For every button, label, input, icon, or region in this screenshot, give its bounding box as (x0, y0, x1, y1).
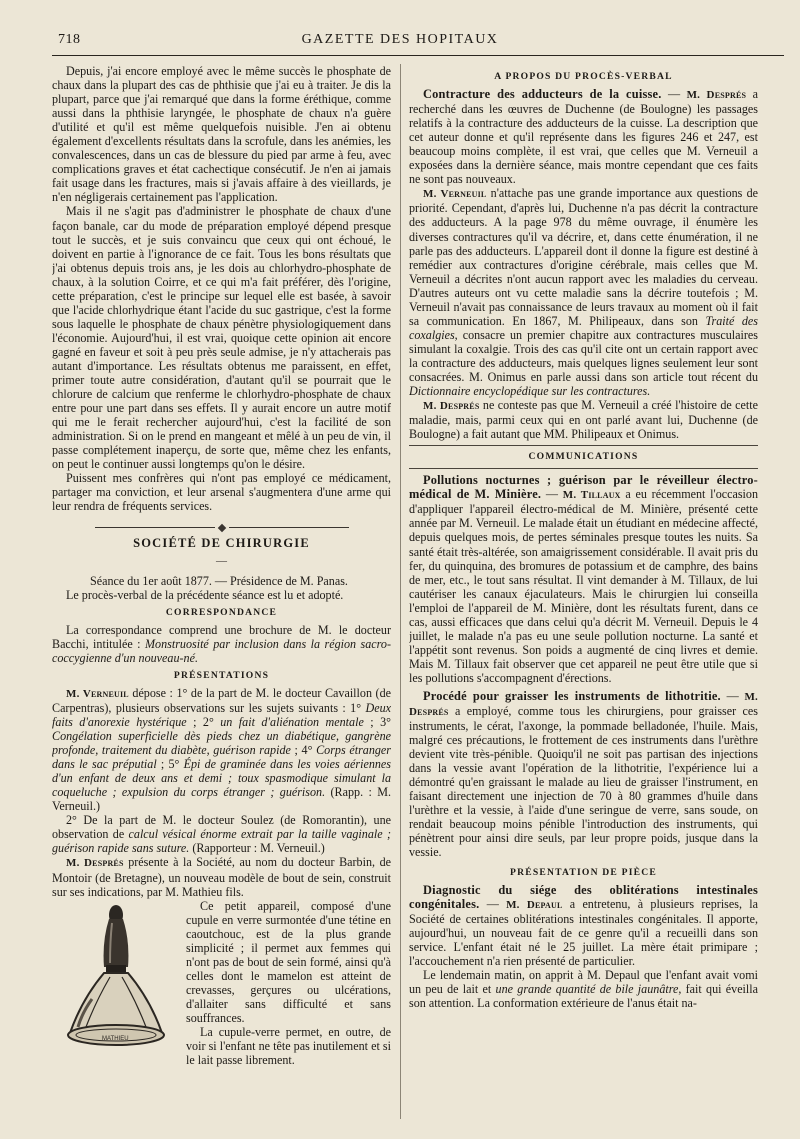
rubric-title: Contracture des adducteurs de la cuisse. (423, 87, 662, 102)
speaker-name: M. Després (686, 89, 747, 102)
pollutions-paragraph: Pollutions nocturnes ; guérison par le réveilleur électro-médical de M. Minière. — M. Tillaux a eu récemment l'occasion d'appliquer l'appareil électro-médical de M. Minière, présenté cette année par M. Verneuil. Le malade était un étudiant en médecine affecté, depuis quelques mois, de pertes séminales presque toutes les nuits. Sa santé était très-altérée, son amaigrissement considérable. Il avait pris du fer, du quinquina, des bromures de potassium et de camphre, des bains de mer, etc., le tout sans résultat. Il vint demander à M. Tillaux, de lui cautériser les canaux éjaculateurs. Mais le chirurgien lui conseilla l'emploi de l'appareil de M. Minière, dont les résultats furent, dans ce cas, aussi efficaces que dans celui qu'a décrit M. Verneuil. Depuis le 4 juillet, le malade n'a pas eu une seule pollution nocturne. La santé et l'appétit sont revenus. Son poids a augmenté de cinq livres et demie. Mais M. Tillaux fait observer que cet appareil ne peut être utile que si les pollutions s'accompagnent d'érections. (409, 473, 758, 685)
society-title: SOCIÉTÉ DE CHIRURGIE (133, 535, 310, 550)
figure-maker-label: MATHIEU (102, 1035, 129, 1042)
text-run: Le lendemain matin, on apprit à M. Depaul que l'enfant avait vomi un peu de lait et (409, 967, 758, 996)
paragraph: Mais il ne s'agit pas d'administrer le phosphate de chaux d'une façon banale, car du mode de préparation employé dépend presque tout le succès, et je suis convaincu que ceux qui ont échoué, le doivent en partie à l'ignorance de ce fait. Tous les bons résultats que j'ai obtenus depuis trois ans, je les dois au chlorhydro-phosphate de chaux, à la solution Coirre, et ce qui m'a fait préférer, dès l'origine, cette préparation, c'est le principe sur lequel elle est basée, à savoir que l'acide chlorhydrique étant l'acide du suc gastrique, c'est la forme sous laquelle le phosphate de chaux pénètre physiologiquement dans l'économie. Aujourd'hui, il est vrai, quoique cette opinion ait encore gagné en faveur et soit à peu près seule admise, je n'y attacherais pas autant d'importance. Les résultats obtenus me paraissent, en effet, primer toute autre considération, d'autant qu'il se pourrait que le chlorure de calcium que renferme le chlorhydro-phosphate de chaux entre pour une part dans ses effets. Il y aurait encore un autre motif qui me le ferait rechercher aujourd'hui, c'est la facilité de son administration. Si on le prend en mangeant et mêlé à un peu de vin, il passe complétement inaperçu, de sorte que, même chez les enfants, on peut le continuer aussi longtemps qu'on le désire. (52, 204, 391, 472)
text-run: a employé, comme tous les chirurgiens, pour graisser ces instruments, le cérat, l'axonge, la pommade belladonée, l'huile. Mais, malgré ces précautions, le frottement de ces instruments dans l'urèthre devient vite très-pénible. Quoiqu'il ne soit pas partisan des injections dans la vessie avant l'opération de la lithotritie, l'expérience lui a démontré qu'en graissant le malade au lieu de graisser l'instrument, en faisant directement une injection de 70 à 80 grammes d'huile dans l'urèthre et la vessie, à l'aide d'une seringue de verre, sans soude, on rendait beaucoup moins pénible l'introduction des instruments, qui pénètrent pour ainsi dire seuls, par leur propre poids, jusque dans la vessie. (409, 704, 758, 860)
text-run: ; 5° (156, 757, 184, 772)
paragraph: Depuis, j'ai encore employé avec le même succès le phosphate de chaux dans la plupart des cas de phthisie que j'ai eu à traiter. Je dis la plupart, parce que j'ai remarqué que dans la forme éréthique, comme aussi dans la phthisie laryngée, le phosphate de chaux n'a guère d'utilité et qu'il est même quelquefois nuisible. J'en ai obtenu également d'excellents résultats dans la scrofule, dans les anémies, les convalescences, dans un cas de blessure du pied par arme à feu, avec complications graves et état cachectique consécutif. Je n'en ai jamais fait usage dans les fractures, mais si j'avais affaire à des vieillards, je n'en négligerais certainement pas l'application. (52, 64, 391, 205)
soulez-paragraph (52, 813, 391, 855)
rubric-title: Procédé pour graisser les instruments de lithotritie. (423, 688, 721, 703)
text-run: 2° De la part de M. le docteur Soulez (de Romorantin), une observation de (52, 813, 391, 842)
rubric-title: Diagnostic du siége des oblitérations intestinales congénitales. (409, 882, 758, 911)
contracture-paragraph: Contracture des adducteurs de la cuisse. — M. Després a recherché dans les œuvres de Duchenne (de Boulogne) les passages relatifs à la contracture des adducteurs de la cuisse. La description que cet auteur donne et qu'il représente dans les figures 246 et 247, est beaucoup moins complète, il est vrai, que celles que M. Verneuil a exposées dans la dernière séance, mais montre cependant que ces faits ne sont pas nouveaux. (409, 87, 758, 187)
speaker-name: M. Verneuil (66, 687, 129, 700)
dash-separator: — (216, 554, 227, 567)
italic-title: Monstruosité par inclusion dans la région sacro-coccygienne d'un nouveau-né. (52, 636, 391, 665)
correspondance-heading: CORRESPONDANCE (165, 606, 278, 618)
italic-run: Traité des coxalgies (409, 313, 758, 342)
text-run: ; 2° (186, 715, 221, 730)
italic-run: Congélation superficielle dès pieds chez un diabétique, gangrène profonde, traitement du diabète, guérison rapide (52, 729, 391, 758)
communications-heading: COMMUNICATIONS (528, 451, 639, 463)
text-run: , fait qui éveilla son attention. La conformation extérieure de l'anus était na- (409, 981, 758, 1010)
diagnostic-paragraph: Diagnostic du siége des oblitérations intestinales congénitales. — M. Depaul a entretenu, à plusieurs reprises, la Société de certaines oblitérations intestinales congénitales. Il apporte, aujourd'hui, un nouveau fait de ce genre qu'il a recueilli dans son service. L'enfant était né le 25 juillet. La mère était primipare ; l'accouchement n'a rien présenté de particulier. (409, 882, 758, 968)
text-run: n'attache pas une grande importance aux questions de priorité. Cependant, d'après lui, Duchenne n'a pas décrit la contracture des adducteurs. A la page 978 du même ouvrage, il énumère les diverses contractures qu'il va décrire, et, dans cette énumération, il ne parle pas des adducteurs. L'appareil dont il donne la figure est destiné à remédier aux contractures d'origine cérébrale, mais celles que M. Verneuil a décrites n'ont aucun rapport avec les maladies du cerveau. D'autres auteurs ont vu cette maladie sans la décrire toutefois ; M. Verneuil n'avait pas connaissance de leurs travaux au moment où il fait sa communication. En 1867, M. Philipeaux, dans son (409, 186, 758, 328)
text-run: ; 4° (290, 743, 317, 758)
presentations-heading: PRÉSENTATIONS (173, 669, 270, 681)
italic-run: Deux faits d'anorexie hystérique (52, 700, 391, 730)
text-run: a eu récemment l'occasion d'appliquer l'appareil électro-médical de M. Minière, présenté cette année par M. Verneuil. Le malade était un étudiant en médecine affecté, depuis quelques mois, de pertes séminales presque toutes les nuits. Sa santé était très-altérée, son amaigrissement considérable. Il avait pris du fer, du quinquina, des bromures de potassium et de camphre, des bains de mer, etc., le tout sans résultat. Il vint demander à M. Tillaux, de lui cautériser les canaux éjaculateurs. Mais le chirurgien lui conseilla l'emploi de l'appareil de M. Minière, dont les résultats furent, dans ce cas, aussi efficaces que dans celui qu'a décrit M. Verneuil. Depuis le 4 juillet, le malade n'a pas eu une seule pollution nocturne. La santé et l'appétit sont revenus. Son poids a augmenté de cinq livres et demie. Mais M. Tillaux fait observer que cet appareil ne peut être utile que si les pollutions s'accompagnent d'érections. (409, 487, 758, 685)
text-run: La correspondance comprend une brochure de M. le docteur Bacchi, intitulée : (52, 622, 391, 651)
speaker-name: M. Verneuil (423, 188, 487, 201)
speaker-name: M. Tillaux (562, 489, 621, 502)
diagnostic-continuation (409, 968, 758, 1010)
text-run: (Rapp. : M. Verneuil.) (52, 785, 391, 814)
section-rule (409, 468, 758, 469)
text-run: a recherché dans les œuvres de Duchenne (de Boulogne) les passages relatifs à la contracture des adducteurs de la cuisse. La description que cet auteur donne et qu'il représente dans les figures 246 et 247, est beaucoup moins complète, il est vrai, que celles que M. Verneuil a exposées dans la dernière séance, mais montre cependant que ces faits ne sont pas nouveaux. (409, 87, 758, 187)
piece-heading: PRÉSENTATION DE PIÈCE (510, 866, 657, 878)
session-line: Séance du 1er août 1877. — Présidence de M. Panas. (90, 573, 348, 588)
speaker-name: M. Després (409, 690, 758, 719)
italic-run: calcul vésical énorme extrait par la taille vaginale ; guérison rapide sans suture. (52, 827, 391, 856)
section-rule (409, 445, 758, 446)
correspondance-paragraph (52, 623, 391, 665)
page-header (0, 0, 800, 58)
nipple-shield-figure (52, 901, 180, 1059)
italic-run: Épi de graminée dans les voies aériennes d'un enfant de deux ans et demi ; toux spasmodique simulant la coqueluche ; expulsion du corps étranger ; guérison. (52, 757, 391, 800)
italic-run: un fait d'aliénation mentale (220, 715, 364, 730)
despres-paragraph (52, 855, 391, 898)
text-run: , consacre un premier chapitre aux contractures musculaires simulant la coxalgie. Trois des cas qu'il cite ont un certain rapport avec la contracture des adducteurs, mais quelques lignes seulement leur sont consacrées. M. Onimus en parle aussi dans son article tout récent du (409, 327, 758, 384)
text-run: présente à la Société, au nom du docteur Barbin, de Montoir (de Bretagne), un nouveau modèle de bout de sein, construit sur ses indications, par M. Mathieu fils. (52, 855, 391, 899)
italic-run: Dictionnaire encyclopédique sur les contractures. (409, 384, 651, 399)
speaker-name: M. Després (66, 857, 124, 870)
proposal-heading: A PROPOS DU PROCÈS-VERBAL (494, 71, 673, 82)
text-run: dépose : 1° de la part de M. le docteur Cavaillon (de Carpentras), plusieurs observations sur les sujets suivants : 1° (52, 685, 391, 715)
despres-reply (409, 398, 758, 441)
page-number: 718 (58, 32, 81, 47)
text-run: a entretenu, à plusieurs reprises, la Société de certaines oblitérations intestinales congénitales. Il apporte, aujourd'hui, un nouveau fait de ce genre qu'il a recueilli dans son service. L'enfant était né le 25 juillet. La mère était primipare ; l'accouchement n'a rien présenté de particulier. (409, 896, 758, 968)
minutes-line: Le procès-verbal de la précédente séance est lu et adopté. (66, 587, 344, 602)
lithotritie-paragraph: Procédé pour graisser les instruments de lithotritie. — M. Després a employé, comme tous les chirurgiens, pour graisser ces instruments, le cérat, l'axonge, la pommade belladonée, l'huile. Mais, malgré ces précautions, le frottement de ces instruments dans l'urèthre devient vite très-pénible. Quoiqu'il ne soit pas partisan des injections dans la vessie avant l'opération de la lithotritie, l'expérience lui a démontré qu'en graissant le malade au lieu de graisser l'instrument, en faisant directement une injection de 70 à 80 grammes d'huile dans l'urèthre et la vessie, à l'aide d'une seringue de verre, sans soude, on rendait beaucoup moins pénible l'introduction des instruments, qui pénètrent pour ainsi dire seuls, par leur propre poids, jusque dans la vessie. (409, 688, 758, 860)
verneuil-paragraph (52, 686, 391, 813)
journal-title: GAZETTE DES HOPITAUX (301, 32, 499, 47)
speaker-name: M. Després (423, 400, 480, 413)
left-column (52, 64, 391, 1124)
despres-description: Ce petit appareil, composé d'une cupule en verre surmontée d'une tétine en caoutchouc, est de la plus grande simplicité ; il permet aux femmes qui n'ont pas de bout de sein formé, ainsi qu'à celles dont le mamelon est atteint de crevasses, gerçures ou ulcérations, d'allaiter sans difficulté et sans souffrances. (186, 898, 391, 1025)
italic-run: Corps étranger dans le sac préputial (52, 743, 391, 772)
section-ornament (52, 520, 391, 528)
italic-run: une grande quantité de bile jaunâtre (495, 981, 679, 996)
header-rule (52, 55, 784, 56)
paragraph: Puissent mes confrères qui n'ont pas employé ce médicament, partager ma conviction, et leur arsenal s'augmentera d'une arme qui leur rendra de fréquents services. (52, 471, 391, 514)
text-run: (Rapporteur : M. Verneuil.) (189, 841, 325, 856)
speaker-name: M. Depaul (506, 898, 563, 911)
despres-cupule: La cupule-verre permet, en outre, de voir si l'enfant ne tête pas inutilement et si le lait passe librement. (186, 1025, 391, 1068)
right-column (409, 64, 758, 1124)
verneuil-reply (409, 186, 758, 398)
text-run: ; 3° (363, 715, 391, 730)
text-run: ne conteste pas que M. Verneuil a créé l'histoire de cette maladie, mais, parmi ceux qui en ont parlé avant lui, Duchenne (de Boulogne) a fait autant que MM. Philipeaux et Onimus. (409, 398, 758, 442)
rubric-title: Pollutions nocturnes ; guérison par le réveilleur électro-médical de M. Minière. (409, 473, 758, 502)
column-divider (400, 64, 401, 1119)
